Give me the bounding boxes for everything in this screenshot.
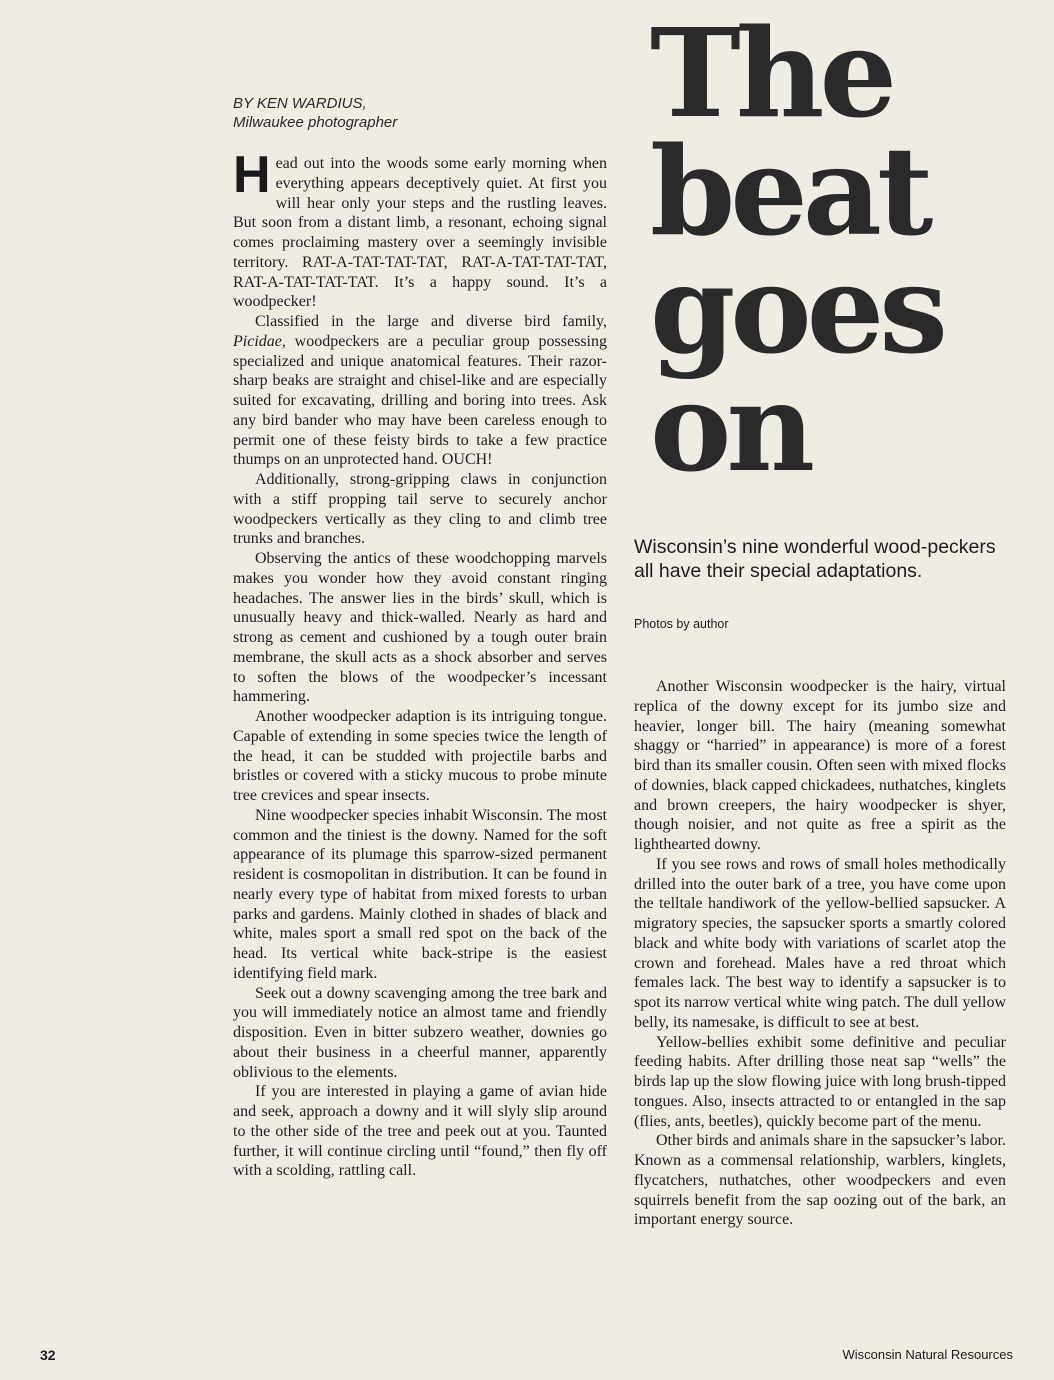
first-paragraph-text: ead out into the woods some early morning when everything appears deceptively quiet. At first you will hear only your steps and the rustling leaves. But soon from a distant limb, a resonant, echoing signal comes proclaiming mastery over a seemingly invisible territory. RAT-A-TAT-TAT-TAT, RAT-A-TAT-TAT-TAT, RAT-A-TAT-TAT-TAT. It’s a happy sound. It’s a woodpecker! bbox=[233, 155, 607, 311]
photo-credit: Photos by author bbox=[634, 617, 729, 631]
first-paragraph bbox=[233, 146, 607, 312]
paragraph-picidae-before: Classified in the large and diverse bird family, bbox=[255, 313, 607, 330]
publication-title: Wisconsin Natural Resources bbox=[842, 1347, 1013, 1362]
byline-author: BY KEN WARDIUS, bbox=[233, 95, 367, 112]
right-paragraph-3: Yellow-bellies exhibit some definitive and peculiar feeding habits. After drilling those neat sap “wells” the birds lap up the slow flowing juice with long brush-tipped tongues. Also, insects attracted to or entangled in the sap (flies, ants, beetles), quickly become part of the menu. bbox=[634, 1033, 1006, 1130]
headline-line-3: goes bbox=[650, 237, 943, 381]
paragraph-picidae-italic: Picidae, bbox=[233, 332, 286, 350]
left-paragraph-3: Additionally, strong-gripping claws in conjunction with a stiff propping tail serve to securely anchor woodpeckers vertically as they cling to and climb tree trunks and branches. bbox=[233, 471, 607, 548]
left-paragraph-7: Seek out a downy scavenging among the tree bark and you will immediately notice an almost tame and friendly disposition. Even in bitter subzero weather, downies go about their business in a cheerful manner, apparently oblivious to the elements. bbox=[233, 984, 607, 1081]
drop-cap: H bbox=[233, 146, 271, 204]
right-column bbox=[634, 677, 1006, 1230]
byline-role: Milwaukee photographer bbox=[233, 114, 398, 131]
headline-line-4: on bbox=[650, 355, 811, 499]
left-paragraph-5: Another woodpecker adaption is its intriguing tongue. Capable of extending in some species twice the length of the head, it can be studded with projectile barbs and bristles or covered with a sticky mucous to probe minute tree crevices and spear insects. bbox=[233, 708, 607, 804]
right-paragraph-1: Another Wisconsin woodpecker is the hairy, virtual replica of the downy except for its jumbo size and heavier, longer bill. The hairy (meaning somewhat shaggy or “harried” in appearance) is more of a forest bird than its smaller cousin. Often seen with mixed flocks of downies, black capped chickadees, nuthatches, kinglets and brown creepers, the hairy woodpecker is shyer, though noisier, and not quite as free a spirit as the lighthearted downy. bbox=[634, 678, 1006, 853]
left-column bbox=[233, 94, 607, 1181]
headline bbox=[650, 1, 1010, 499]
headline-line-2: beat bbox=[650, 119, 929, 263]
paragraph-picidae bbox=[233, 312, 607, 470]
left-paragraph-6: Nine woodpecker species inhabit Wisconsin. The most common and the tiniest is the downy. Named for the soft appearance of its plumage this sparrow-sized permanent resident is cosmopolitan in distribution. It can be found in nearly every type of habitat from mixed forests to urban parks and gardens. Mainly clothed in shades of black and white, males sport a small red spot on the back of the head. Its vertical white back-stripe is the easiest identifying field mark. bbox=[233, 806, 607, 982]
left-body-text bbox=[233, 146, 607, 1181]
left-paragraph-4: Observing the antics of these woodchopping marvels makes you wonder how they avoid constant ringing headaches. The answer lies in the birds’ skull, which is unusually heavy and thick-walled. Nearly as hard and strong as cement and cushioned by a tough outer brain membrane, the skull acts as a shock absorber and serves to soften the blows of the woodpecker’s incessant hammering. bbox=[233, 550, 607, 706]
page-number: 32 bbox=[40, 1347, 56, 1363]
right-paragraph-2: If you see rows and rows of small holes methodically drilled into the outer bark of a tree, you have come upon the telltale handiwork of the yellow-bellied sapsucker. A migratory species, the sapsucker sports a smartly colored black and white body with variations of scarlet atop the crown and forehead. Males have a red throat which females lack. The best way to identify a sapsucker is to spot its narrow vertical white wing patch. The dull yellow belly, its namesake, is difficult to see at best. bbox=[634, 855, 1006, 1031]
right-paragraph-4: Other birds and animals share in the sapsucker’s labor. Known as a commensal relationship, warblers, kinglets, flycatchers, nuthatches, other woodpeckers and even squirrels benefit from the sap oozing out of the bark, an important energy source. bbox=[634, 1132, 1006, 1229]
left-paragraph-8: If you are interested in playing a game of avian hide and seek, approach a downy and it will slyly slip around to the other side of the tree and peek out at you. Taunted further, it will continue circling until “found,” then fly off with a scolding, rattling call. bbox=[233, 1083, 607, 1180]
headline-line-1: The bbox=[650, 1, 893, 145]
byline bbox=[233, 94, 607, 132]
paragraph-picidae-after: woodpeckers are a peculiar group possessing specialized and unique anatomical features. Their razor-sharp beaks are straight and chisel-like and are especially suited for excavating, drilling and boring into trees. Ask any bird bander who may have been careless enough to permit one of these feisty birds to take a few practice thumps on an unprotected hand. OUCH! bbox=[233, 332, 607, 469]
deck-subtitle: Wisconsin’s nine wonderful wood-peckers all have their special adaptations. bbox=[634, 536, 996, 582]
